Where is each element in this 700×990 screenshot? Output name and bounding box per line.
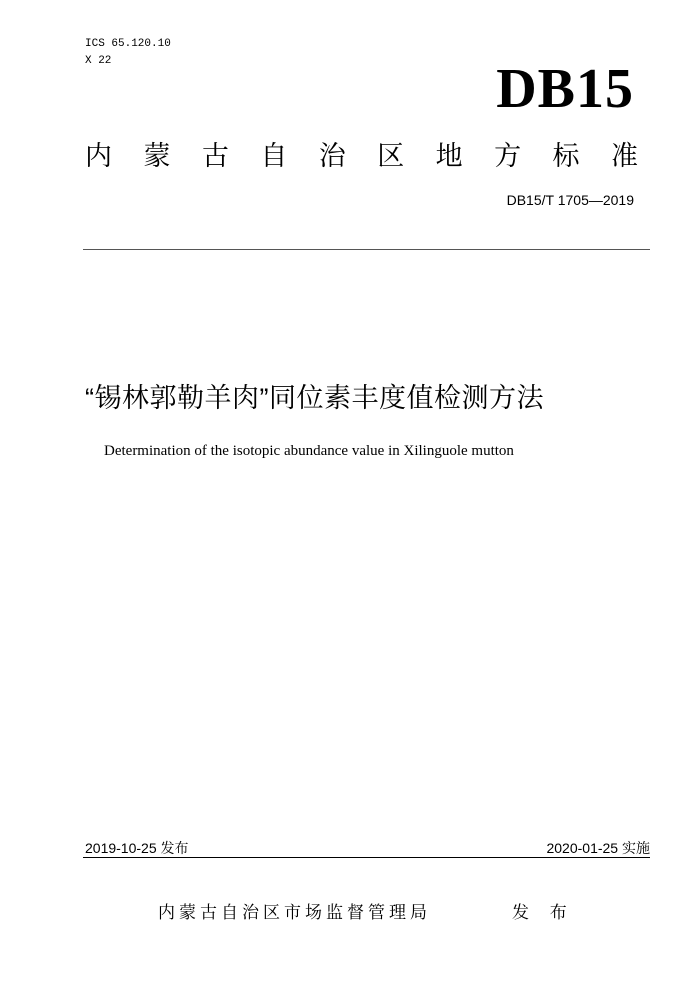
standard-type-char: 自 bbox=[260, 141, 288, 171]
standard-type-char: 古 bbox=[201, 141, 229, 171]
standard-type bbox=[85, 136, 638, 176]
document-title-chinese: “锡林郭勒羊肉”同位素丰度值检测方法 bbox=[85, 383, 544, 413]
standard-type-char: 地 bbox=[435, 141, 463, 171]
issue-date: 2019-10-25 发布 bbox=[85, 840, 189, 856]
ics-code: ICS 65.120.10 bbox=[85, 38, 171, 50]
issuing-authority: 内蒙古自治区市场监督管理局 bbox=[158, 903, 431, 922]
standard-type-char: 准 bbox=[610, 141, 638, 171]
standard-type-char: 蒙 bbox=[143, 141, 171, 171]
standard-type-char: 区 bbox=[377, 141, 405, 171]
document-title-english: Determination of the isotopic abundance value in Xilinguole mutton bbox=[104, 443, 514, 459]
top-divider bbox=[83, 249, 650, 250]
implementation-date: 2020-01-25 实施 bbox=[546, 840, 650, 856]
standard-type-char: 方 bbox=[494, 141, 522, 171]
standard-type-char: 标 bbox=[552, 141, 580, 171]
standard-type-char: 内 bbox=[85, 141, 112, 171]
issued-label: 发 布 bbox=[512, 903, 575, 922]
standard-number: DB15/T 1705—2019 bbox=[506, 192, 634, 208]
classification-code: X 22 bbox=[85, 55, 112, 67]
standard-logo: DB15 bbox=[496, 58, 634, 120]
bottom-divider bbox=[83, 857, 650, 858]
standard-type-char: 治 bbox=[318, 141, 346, 171]
